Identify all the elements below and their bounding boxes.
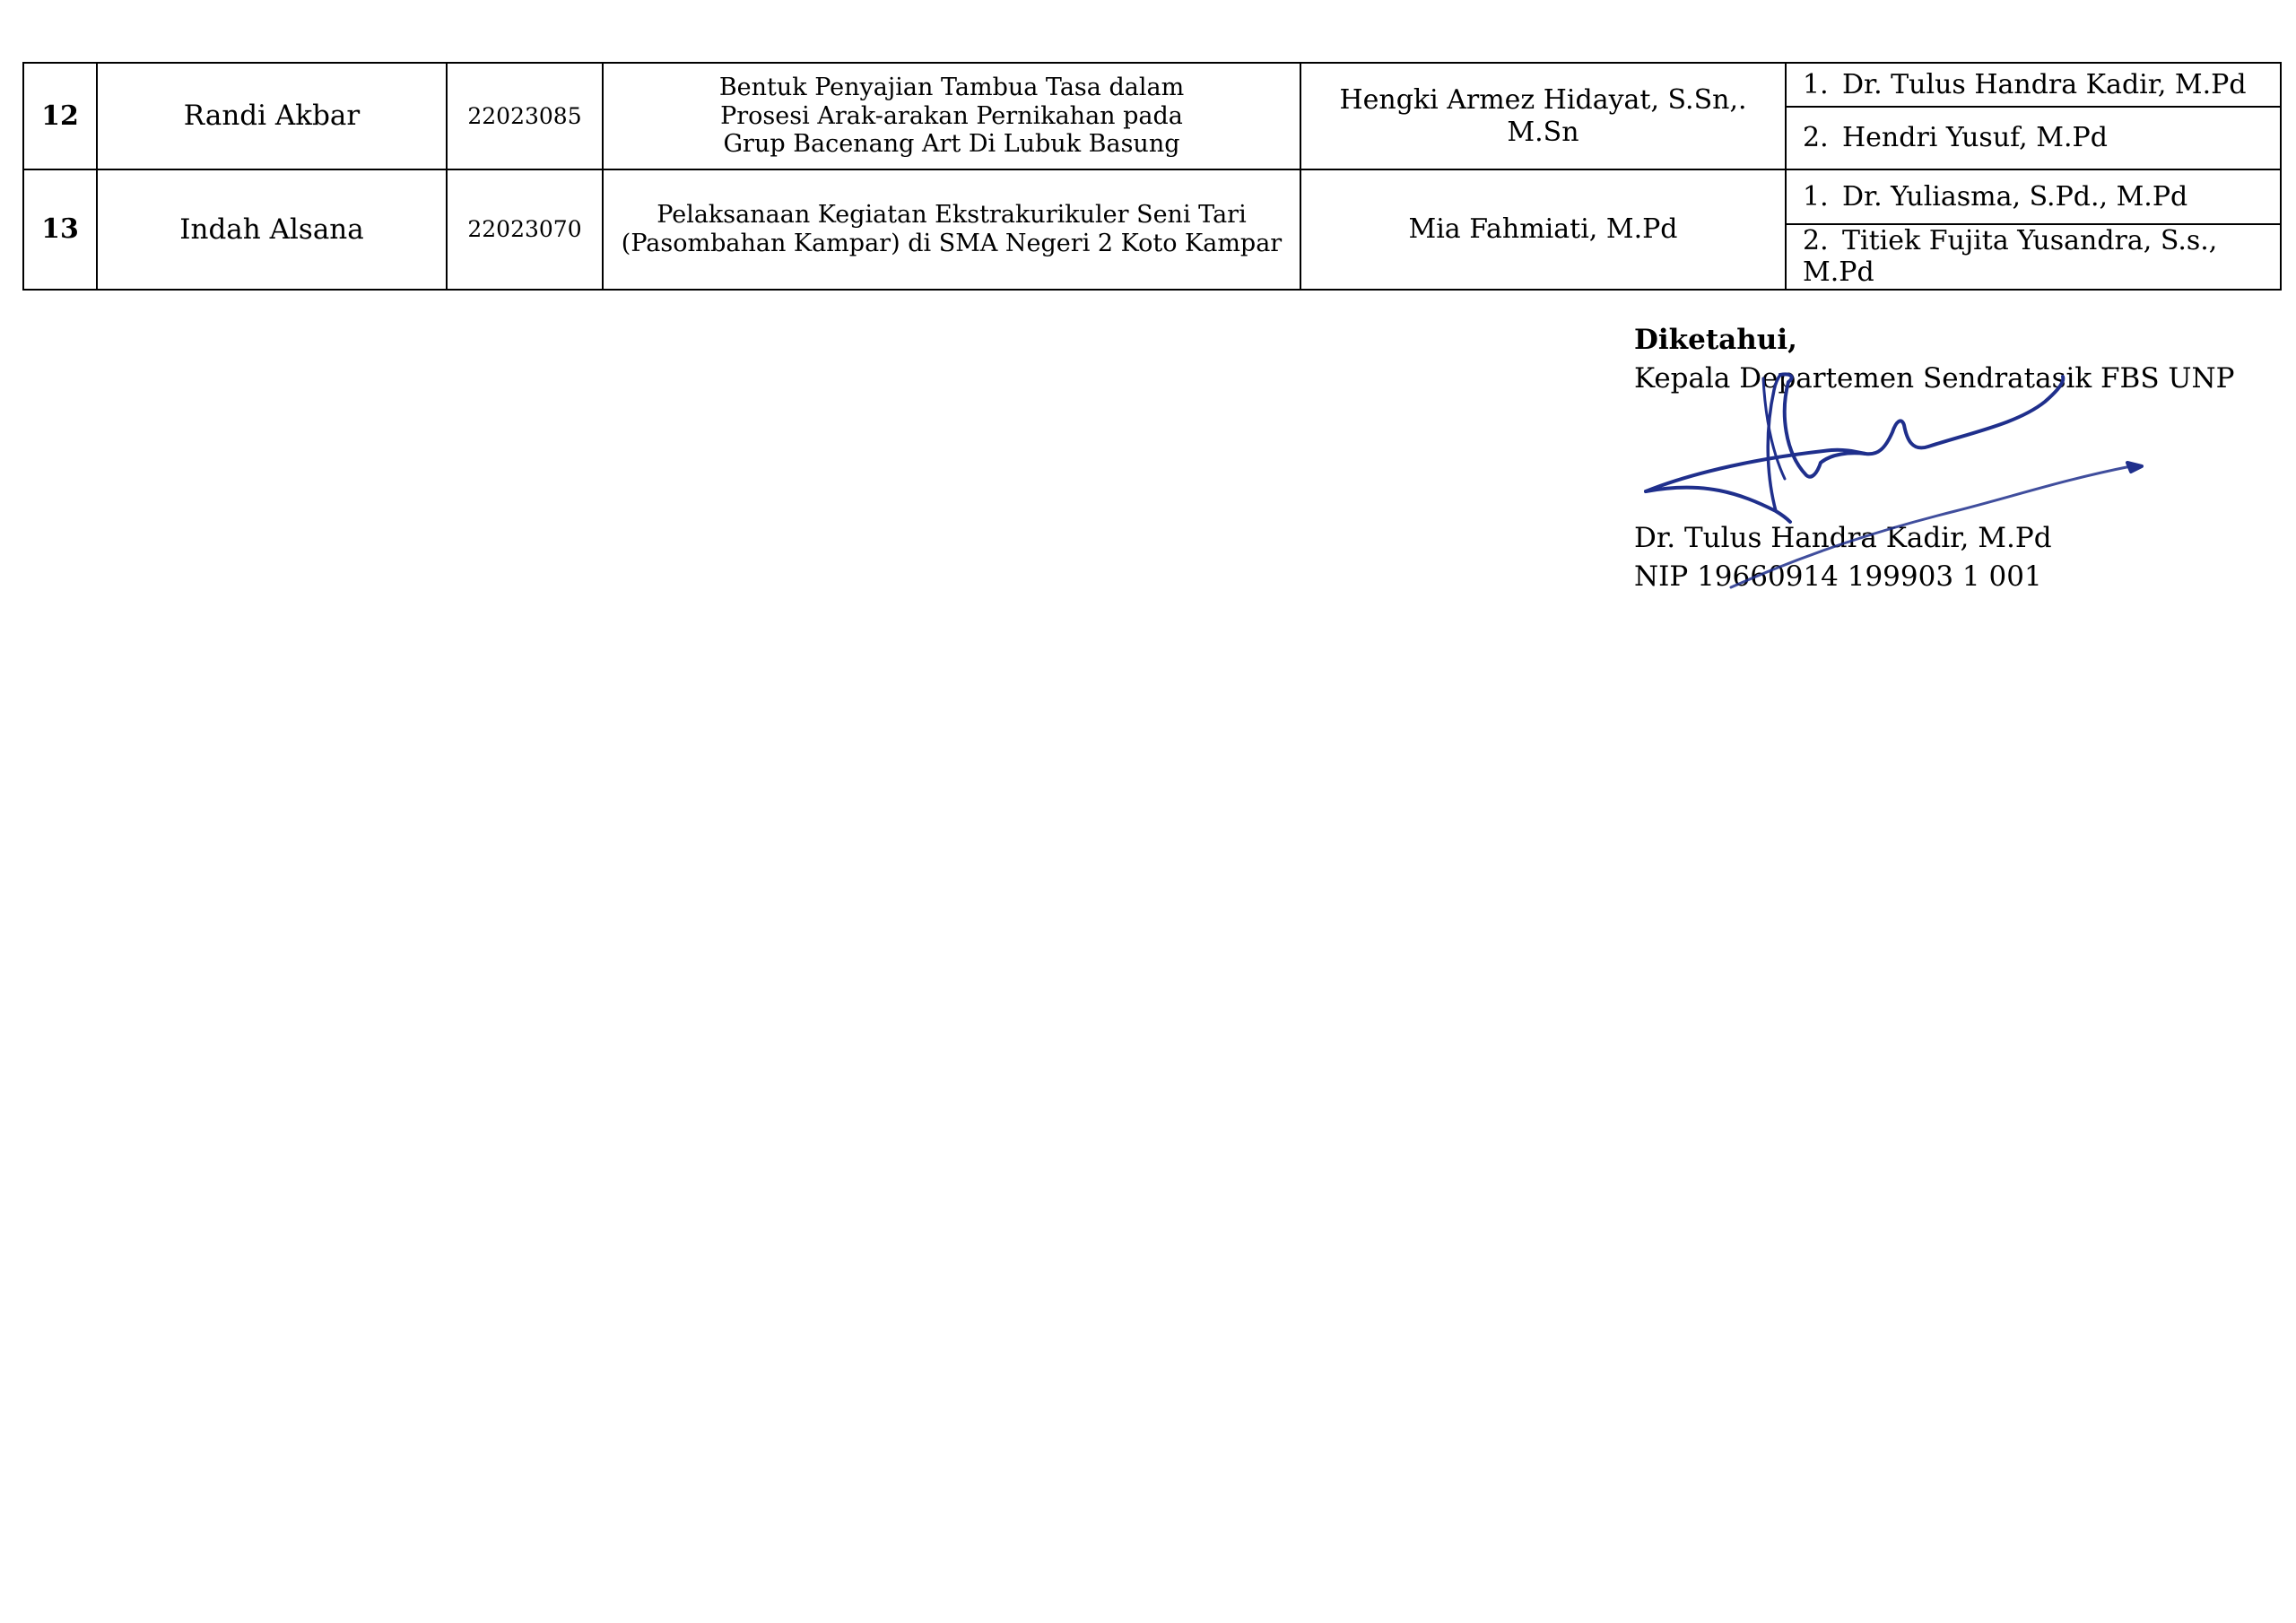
advisor-name: Mia Fahmiati, M.Pd (1300, 169, 1786, 290)
table-row (23, 169, 2281, 224)
signature-stroke (1821, 377, 2063, 463)
signature-stroke (1780, 374, 1821, 476)
examiner-name: Hendri Yusuf, M.Pd (1842, 122, 2108, 154)
approver-position: Kepala Departemen Sendratasik FBS UNP (1634, 362, 2235, 395)
handwritten-signature (1596, 296, 2170, 601)
examiner-number: 1. (1803, 180, 1829, 213)
approver-name: Dr. Tulus Handra Kadir, M.Pd (1634, 522, 2052, 554)
thesis-title-line: Prosesi Arak-arakan Pernikahan pada (720, 101, 1183, 130)
examiner-cell (1786, 224, 2281, 290)
examiner-name: Dr. Tulus Handra Kadir, M.Pd (1842, 68, 2247, 100)
row-number: 13 (23, 169, 97, 290)
signature-stroke (1646, 488, 1790, 522)
examiner-number: 2. (1803, 122, 1829, 154)
examiner-name: Dr. Yuliasma, S.Pd., M.Pd (1842, 180, 2188, 213)
examiner-number: 2. (1803, 225, 1829, 256)
thesis-title-line: Bentuk Penyajian Tambua Tasa dalam (718, 73, 1185, 101)
examiner-number: 1. (1803, 68, 1829, 100)
examiner-cell (1786, 107, 2281, 169)
student-id: 22023085 (447, 63, 603, 169)
signature-stroke (2127, 463, 2142, 472)
student-name: Randi Akbar (97, 63, 447, 169)
examiner-name: Titiek Fujita Yusandra, S.s., M.Pd (1803, 225, 2218, 289)
row-number: 12 (23, 63, 97, 169)
student-id: 22023070 (447, 169, 603, 290)
approver-nip: NIP 19660914 199903 1 001 (1634, 560, 2042, 593)
signature-stroke (1731, 466, 2131, 587)
thesis-title (603, 63, 1300, 169)
thesis-title-line: (Pasombahan Kampar) di SMA Negeri 2 Koto Kampar (621, 229, 1283, 257)
thesis-title-line: Grup Bacenang Art Di Lubuk Basung (723, 130, 1180, 159)
thesis-examiner-table (22, 62, 2282, 291)
student-name: Indah Alsana (97, 169, 447, 290)
thesis-title (603, 169, 1300, 290)
approval-heading: Diketahui, (1634, 324, 1797, 356)
examiner-cell (1786, 63, 2281, 107)
advisor-name: Hengki Armez Hidayat, S.Sn,. M.Sn (1300, 63, 1786, 169)
thesis-title-line: Pelaksanaan Kegiatan Ekstrakurikuler Seni Tari (657, 201, 1247, 230)
signature-stroke (1768, 375, 1780, 511)
examiner-cell (1786, 169, 2281, 224)
table-row (23, 63, 2281, 107)
